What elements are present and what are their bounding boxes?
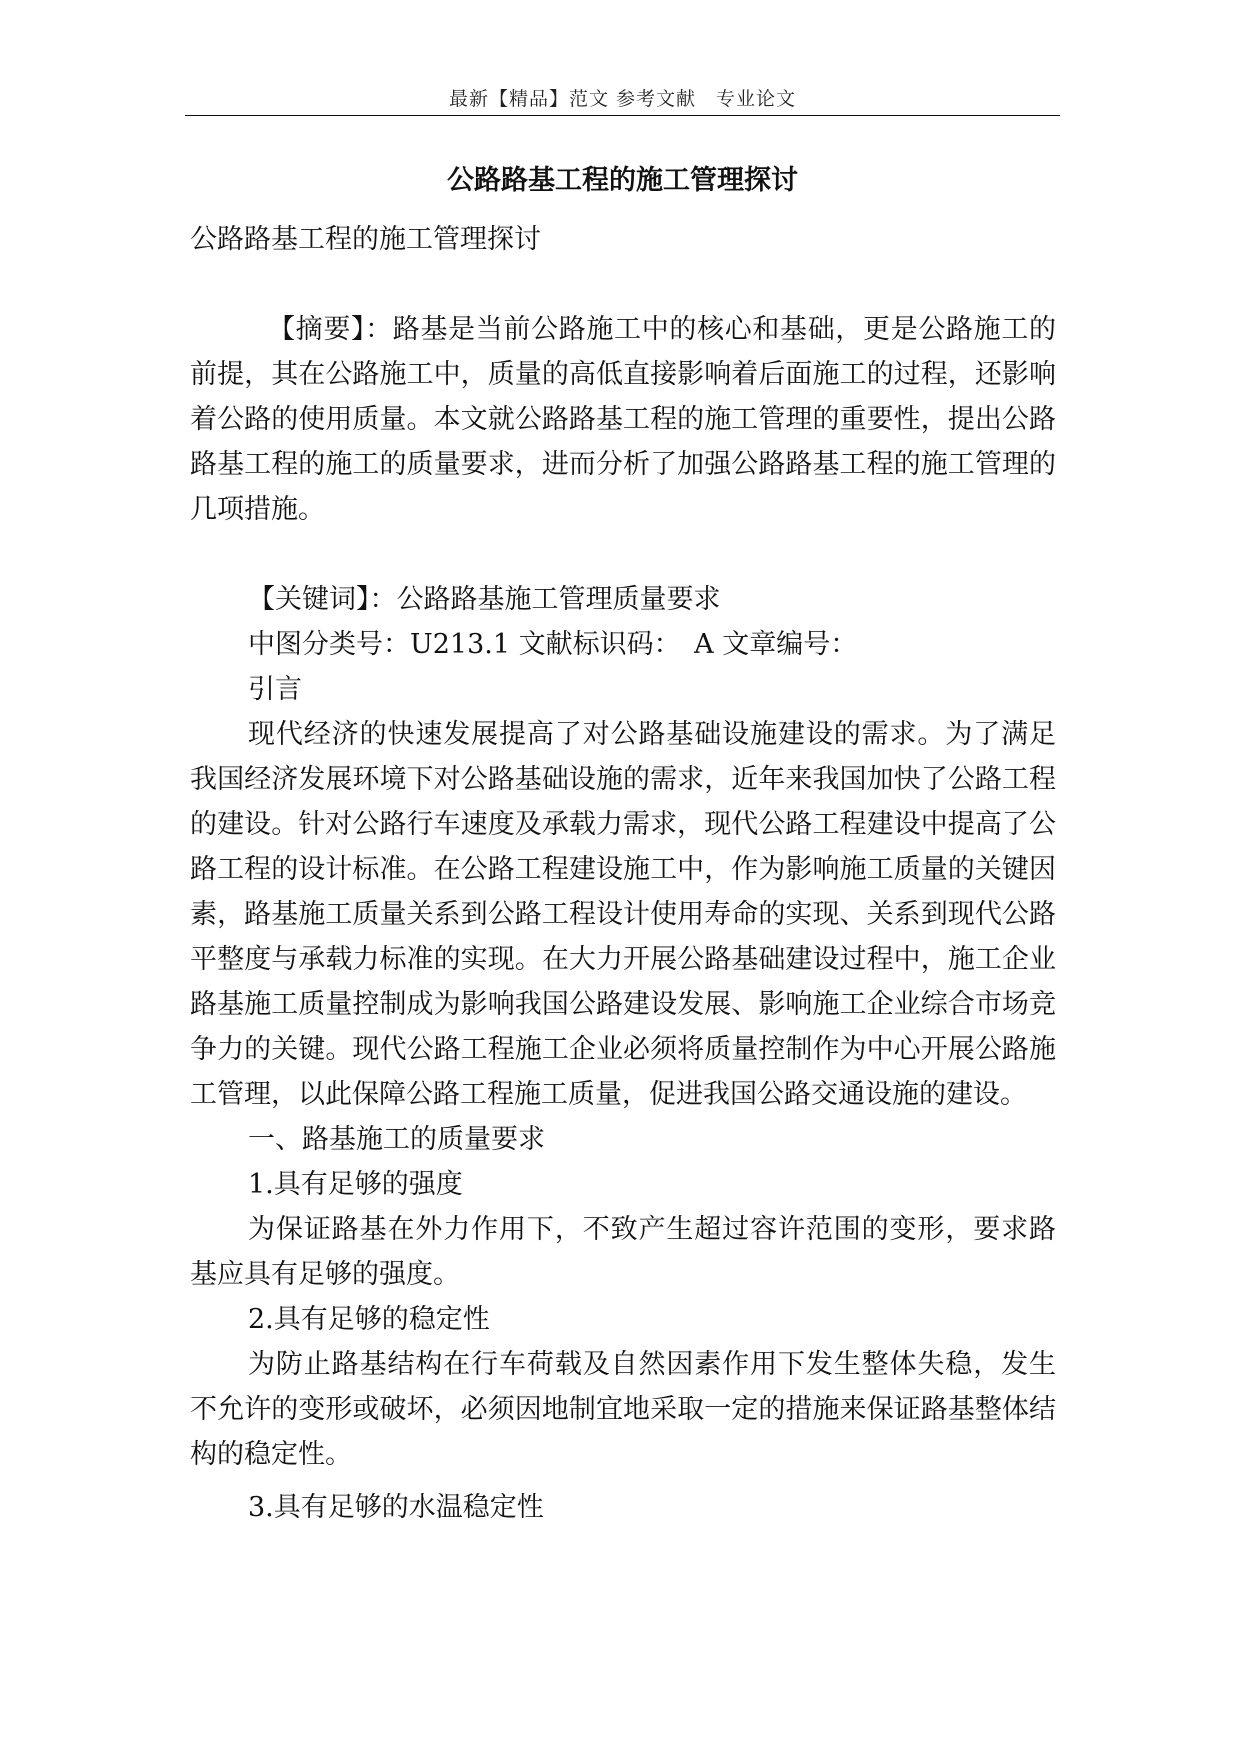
item-heading-strength: 1.具有足够的强度 — [248, 1169, 463, 1200]
item-heading-water-temperature-stability: 3.具有足够的水温稳定性 — [248, 1492, 544, 1523]
document-subtitle: 公路路基工程的施工管理探讨 — [190, 224, 541, 255]
intro-paragraph: 现代经济的快速发展提高了对公路基础设施建设的需求。为了满足我国经济发展环境下对公路基础设施的需求，近年来我国加快了公路工程的建设。针对公路行车速度及承载力需求，现代公路工程建设中提高了公路工程的设计标准。在公路工程建设施工中，作为影响施工质量的关键因素，路基施工质量关系到公路工程设计使用寿命的实现、关系到现代公路平整度与承载力标准的实现。在大力开展公路基础建设过程中，施工企业路基施工质量控制成为影响我国公路建设发展、影响施工企业综合市场竞争力的关键。现代公路工程施工企业必须将质量控制作为中心开展公路施工管理，以此保障公路工程施工质量，促进我国公路交通设施的建设。 — [190, 719, 1056, 1110]
item-text-strength: 为保证路基在外力作用下，不致产生超过容许范围的变形，要求路基应具有足够的强度。 — [190, 1214, 1056, 1290]
intro-heading: 引言 — [248, 674, 302, 705]
running-header: 最新【精品】范文 参考文献 专业论文 — [448, 88, 797, 110]
item-heading-stability: 2.具有足够的稳定性 — [248, 1304, 490, 1335]
classification-line: 中图分类号：U213.1 文献标识码： A 文章编号： — [248, 629, 858, 660]
keywords-line: 【关键词】：公路路基施工管理质量要求 — [248, 584, 721, 615]
header-divider — [185, 115, 1060, 116]
document-body — [190, 217, 1056, 1530]
item-text-stability: 为防止路基结构在行车荷载及自然因素作用下发生整体失稳，发生不允许的变形或破坏，必须因地制宜地采取一定的措施来保证路基整体结构的稳定性。 — [190, 1349, 1056, 1470]
document-title: 公路路基工程的施工管理探讨 — [447, 165, 798, 196]
section-heading-quality-requirements: 一、路基施工的质量要求 — [248, 1124, 545, 1155]
abstract-paragraph: 【摘要】：路基是当前公路施工中的核心和基础，更是公路施工的前提，其在公路施工中，质量的高低直接影响着后面施工的过程，还影响着公路的使用质量。本文就公路路基工程的施工管理的重要性，提出公路路基工程的施工的质量要求，进而分析了加强公路路基工程的施工管理的几项措施。 — [190, 314, 1056, 525]
